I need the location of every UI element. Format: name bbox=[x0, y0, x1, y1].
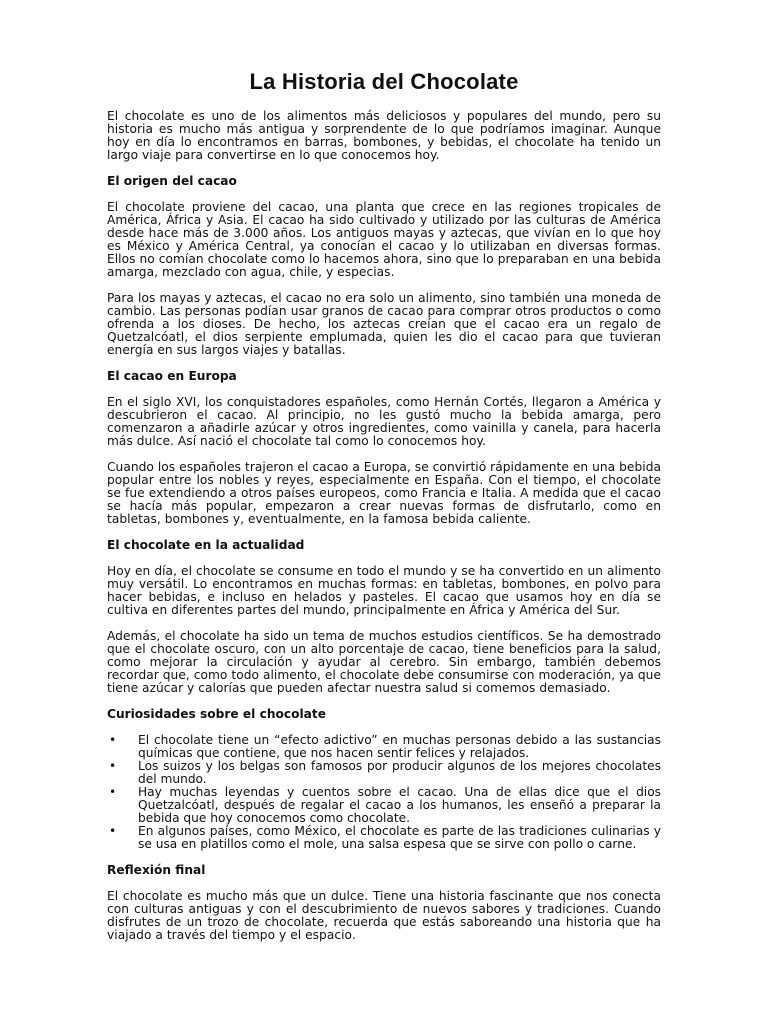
bullet-icon: • bbox=[109, 785, 117, 799]
list-item-text: Los suizos y los belgas son famosos por producir algunos de los mejores chocolates del mundo. bbox=[138, 759, 661, 786]
document-title: La Historia del Chocolate bbox=[249, 69, 519, 94]
section-paragraph: Para los mayas y aztecas, el cacao no era solo un alimento, sino también una moneda de cambio. Las personas podían usar granos de cacao para comprar otros productos o como ofrenda a los dioses. De hecho, los aztecas creían que el cacao era un regalo de Quetzalcóatl, el dios serpiente emplumada, quien les dio el cacao para que tuvieran energía en sus largos viajes y batallas. bbox=[107, 291, 661, 357]
conclusion-paragraph: El chocolate es mucho más que un dulce. Tiene una historia fascinante que nos conecta con culturas antiguas y con el descubrimiento de nuevos sabores y tradiciones. Cuando disfrutes de un trozo de chocolate, recuerda que estás saboreando una historia que ha viajado a través del tiempo y el espacio. bbox=[107, 889, 661, 942]
section-heading-origen: El origen del cacao bbox=[107, 174, 237, 188]
section-heading-europa: El cacao en Europa bbox=[107, 369, 237, 383]
bullet-icon: • bbox=[109, 759, 117, 773]
section-paragraph: Hoy en día, el chocolate se consume en todo el mundo y se ha convertido en un alimento muy versátil. Lo encontramos en muchas formas: en tabletas, bombones, en polvo para hacer bebidas, e incluso en helados y pasteles. El cacao que usamos hoy en día se cultiva en diferentes partes del mundo, principalmente en África y América del Sur. bbox=[107, 564, 661, 617]
section-paragraph: Cuando los españoles trajeron el cacao a Europa, se convirtió rápidamente en una bebida popular entre los nobles y reyes, especialmente en España. Con el tiempo, el chocolate se fue extendiendo a otros países europeos, como Francia e Italia. A medida que el cacao se hacía más popular, empezaron a crear nuevas formas de disfrutarlo, como en tabletas, bombones y, eventualmente, en la famosa bebida caliente. bbox=[107, 460, 661, 526]
curiosities-list bbox=[107, 734, 661, 851]
section-paragraph: En el siglo XVI, los conquistadores españoles, como Hernán Cortés, llegaron a América y descubrieron el cacao. Al principio, no les gustó mucho la bebida amarga, pero comenzaron a añadirle azúcar y otros ingredientes, como vainilla y canela, para hacerla más dulce. Así nació el chocolate tal como lo conocemos hoy. bbox=[107, 395, 661, 448]
list-item-text: El chocolate tiene un “efecto adictivo” en muchas personas debido a las sustancias químicas que contiene, que nos hacen sentir felices y relajados. bbox=[138, 733, 661, 760]
list-item bbox=[107, 734, 661, 760]
list-item bbox=[107, 786, 661, 825]
list-item-text: En algunos países, como México, el chocolate es parte de las tradiciones culinarias y se usa en platillos como el mole, una salsa espesa que se sirve con pollo o carne. bbox=[138, 824, 661, 851]
list-item bbox=[107, 825, 661, 851]
section-paragraph: El chocolate proviene del cacao, una planta que crece en las regiones tropicales de América, África y Asia. El cacao ha sido cultivado y utilizado por las culturas de América desde hace más de 3.000 años. Los antiguos mayas y aztecas, que vivían en lo que hoy es México y América Central, ya conocían el cacao y lo utilizaban en diversas formas. Ellos no comían chocolate como lo hacemos ahora, sino que lo preparaban en una bebida amarga, mezclado con agua, chile, y especias. bbox=[107, 200, 661, 279]
list-item-text: Hay muchas leyendas y cuentos sobre el cacao. Una de ellas dice que el dios Quetzalcóatl, después de regalar el cacao a los humanos, les enseñó a preparar la bebida que hoy conocemos como chocolate. bbox=[138, 785, 661, 825]
intro-paragraph: El chocolate es uno de los alimentos más deliciosos y populares del mundo, pero su historia es mucho más antigua y sorprendente de lo que podríamos imaginar. Aunque hoy en día lo encontramos en barras, bombones, y bebidas, el chocolate ha tenido un largo viaje para convertirse en lo que conocemos hoy. bbox=[107, 109, 661, 162]
section-heading-actualidad: El chocolate en la actualidad bbox=[107, 538, 305, 552]
section-heading-curiosidades: Curiosidades sobre el chocolate bbox=[107, 707, 326, 721]
bullet-icon: • bbox=[109, 824, 117, 838]
bullet-icon: • bbox=[109, 733, 117, 747]
list-item bbox=[107, 760, 661, 786]
section-heading-reflexion: Reflexión final bbox=[107, 863, 206, 877]
section-paragraph: Además, el chocolate ha sido un tema de muchos estudios científicos. Se ha demostrado que el chocolate oscuro, con un alto porcentaje de cacao, tiene beneficios para la salud, como mejorar la circulación y ayudar al cerebro. Sin embargo, también debemos recordar que, como todo alimento, el chocolate debe consumirse con moderación, ya que tiene azúcar y calorías que pueden afectar nuestra salud si comemos demasiado. bbox=[107, 629, 661, 695]
